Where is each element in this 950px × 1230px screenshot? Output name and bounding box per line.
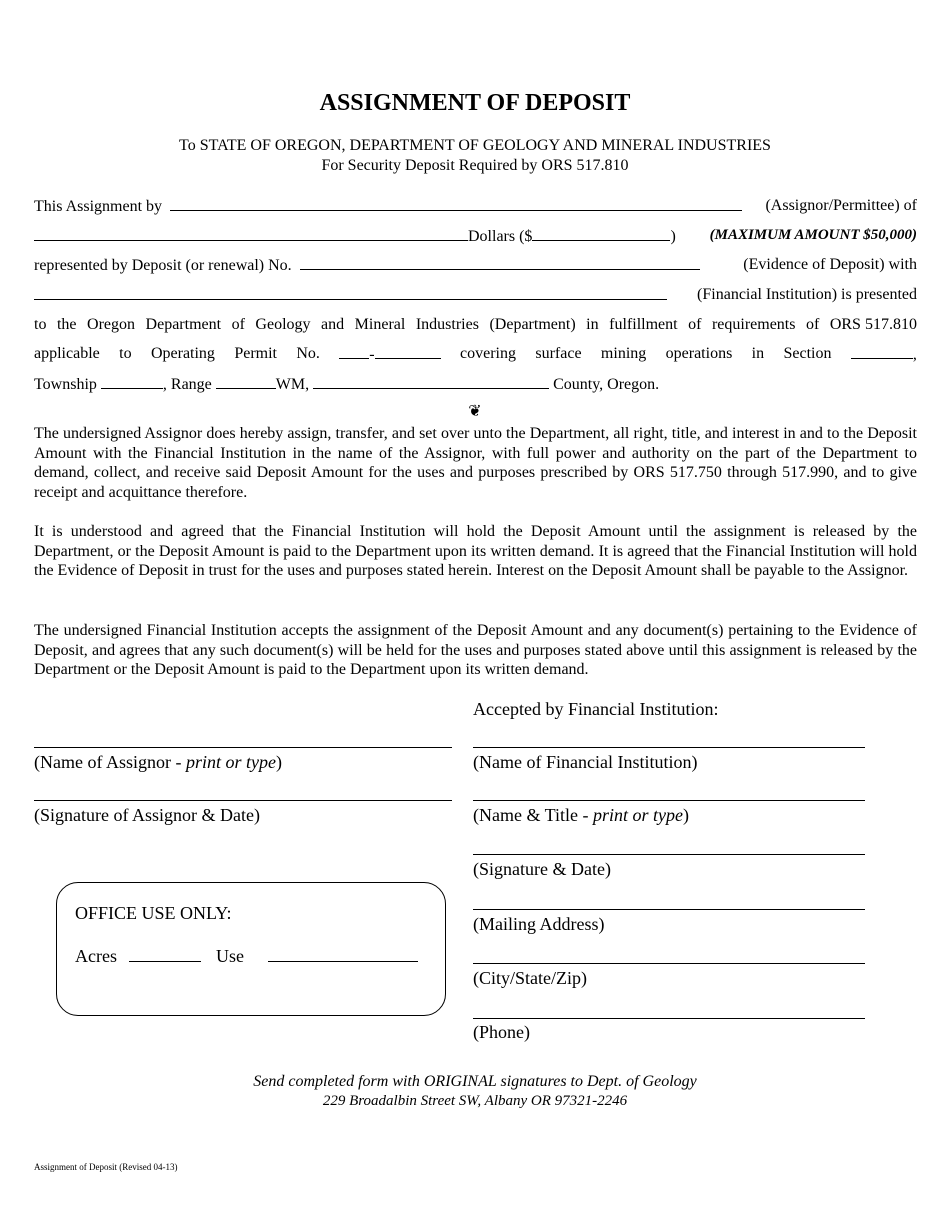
dollars-line (34, 227, 917, 246)
revision-note: Assignment of Deposit (Revised 04-13) (34, 1162, 178, 1172)
amount-numeric-field[interactable] (532, 227, 670, 241)
permit-suffix-field[interactable] (375, 345, 441, 359)
acceptance-paragraph: The undersigned Financial Institution accepts the assignment of the Deposit Amount and any document(s) pertaining to the Evidence of Deposit, and agrees that any such document(s) will be held for the uses and purposes stated above until this assignment is released by the Department or the Deposit Amount is paid to the Department upon its written demand. (34, 622, 917, 679)
amount-words-field[interactable] (34, 227, 468, 241)
financial-institution-label: (Financial Institution) is presented (697, 286, 917, 303)
institution-signature-label: (Signature & Date) (473, 859, 611, 879)
financial-institution-field[interactable] (34, 286, 667, 300)
institution-name-label: (Name of Financial Institution) (473, 752, 698, 772)
institution-title-label-text: (Name & Title - (473, 805, 593, 825)
word: and (321, 316, 345, 333)
statute-line: For Security Deposit Required by ORS 517.810 (321, 157, 629, 174)
word: surface (535, 345, 582, 362)
word: of (231, 316, 245, 333)
assignor-name-line[interactable] (34, 747, 452, 748)
word: mining (600, 345, 647, 362)
fulfillment-line (34, 316, 917, 334)
assignor-name-field[interactable] (170, 197, 742, 211)
assignment-by-line (34, 197, 917, 216)
deposit-number-field[interactable] (300, 256, 700, 270)
word: in (586, 316, 599, 333)
county-field[interactable] (313, 375, 549, 389)
word: Mineral (354, 316, 406, 333)
assignor-signature-line[interactable] (34, 800, 452, 801)
word: Industries (415, 316, 479, 333)
county-label: County, Oregon. (553, 376, 660, 393)
addressee-line: To STATE OF OREGON, DEPARTMENT OF GEOLOGY AND MINERAL INDUSTRIES (179, 137, 771, 154)
institution-name-line[interactable] (473, 747, 865, 748)
township-field[interactable] (101, 375, 163, 389)
word: of (688, 316, 702, 333)
maximum-amount-note: (MAXIMUM AMOUNT $50,000) (709, 227, 917, 243)
word: requirements (711, 316, 796, 333)
word: Geology (255, 316, 311, 333)
evidence-of-deposit-label: (Evidence of Deposit) with (743, 256, 917, 273)
word: operations (665, 345, 733, 362)
mailing-address-line[interactable] (473, 909, 865, 910)
wm-label: WM, (275, 376, 310, 393)
word: covering (460, 345, 516, 362)
permit-prefix-field[interactable] (339, 345, 369, 359)
operating-permit-line (34, 345, 917, 364)
word: to (34, 316, 47, 333)
mailing-address-footer: 229 Broadalbin Street SW, Albany OR 97321-2246 (322, 1093, 628, 1109)
document-title: ASSIGNMENT OF DEPOSIT (319, 90, 631, 116)
word: in (751, 345, 765, 362)
assignment-paragraph: The undersigned Assignor does hereby assign, transfer, and set over unto the Department, all right, title, and interest in and to the Deposit Amount with the Financial Institution in the name of the Assignor, with full power and authority on the part of the Department to demand, collect, and receive said Deposit Amount for the uses and purposes prescribed by ORS 517.750 through 517.990, and to give receipt and acquittance therefore. (34, 425, 917, 502)
assignment-by-label: This Assignment by (34, 198, 163, 215)
range-field[interactable] (216, 375, 276, 389)
word: of (805, 316, 820, 333)
office-use-heading: OFFICE USE ONLY: (75, 903, 232, 923)
assignor-name-label-text: (Name of Assignor - (34, 752, 186, 772)
institution-title-label (473, 805, 689, 826)
word: the (56, 316, 77, 333)
word: Permit (234, 345, 277, 362)
assignor-permittee-label: (Assignor/Permittee) of (765, 197, 917, 214)
deposit-number-line (34, 256, 917, 275)
range-label: , Range (162, 376, 212, 393)
city-state-zip-label: (City/State/Zip) (473, 968, 587, 988)
word: ORS 517.810 (829, 316, 917, 333)
dollars-label: Dollars ($ (468, 228, 533, 245)
word: (Department) (489, 316, 576, 333)
phone-line[interactable] (473, 1018, 865, 1019)
section-blank[interactable] (851, 345, 913, 359)
assignor-name-label-end: ) (275, 752, 282, 772)
office-use-fields (75, 946, 418, 967)
ornament-icon: ❦ (468, 403, 482, 420)
financial-institution-line (34, 286, 917, 305)
assignor-name-label (34, 752, 282, 773)
permit-dash: - (369, 346, 375, 363)
understanding-paragraph: It is understood and agreed that the Financial Institution will hold the Deposit Amount until the assignment is released by the Department, or the Deposit Amount is paid to the Department upon its written demand. It is agreed that the Financial Institution will hold the Evidence of Deposit in trust for the uses and purposes stated herein. Interest on the Deposit Amount shall be payable to the Assignor. (34, 523, 917, 580)
institution-title-line[interactable] (473, 800, 865, 801)
acres-label: Acres (75, 946, 117, 966)
city-state-zip-line[interactable] (473, 963, 865, 964)
institution-signature-line[interactable] (473, 854, 865, 855)
use-field[interactable] (268, 946, 418, 962)
institution-title-label-italic: print or type (593, 805, 683, 825)
institution-title-label-end: ) (683, 805, 689, 825)
assignor-name-label-italic: print or type (185, 752, 276, 772)
word: applicable (34, 345, 100, 362)
word: No. (296, 345, 320, 362)
word: Section (783, 345, 832, 362)
deposit-number-label: represented by Deposit (or renewal) No. (34, 257, 292, 274)
word: Operating (150, 345, 215, 362)
mailing-address-label: (Mailing Address) (473, 914, 605, 934)
section-comma: , (912, 346, 917, 363)
use-label: Use (215, 946, 244, 966)
acres-field[interactable] (129, 946, 201, 962)
phone-label: (Phone) (473, 1022, 530, 1042)
word: Department (145, 316, 222, 333)
accepted-by-heading: Accepted by Financial Institution: (473, 699, 719, 719)
assignor-signature-label: (Signature of Assignor & Date) (34, 805, 260, 825)
dollars-close-paren: ) (670, 228, 676, 245)
word: to (119, 345, 132, 362)
township-line (34, 375, 917, 394)
township-label: Township (34, 376, 97, 393)
section-field[interactable] (851, 345, 917, 364)
word: Oregon (87, 316, 136, 333)
send-instructions: Send completed form with ORIGINAL signatures to Dept. of Geology (253, 1073, 697, 1090)
word: fulfillment (609, 316, 678, 333)
operating-permit-field[interactable] (339, 345, 440, 364)
